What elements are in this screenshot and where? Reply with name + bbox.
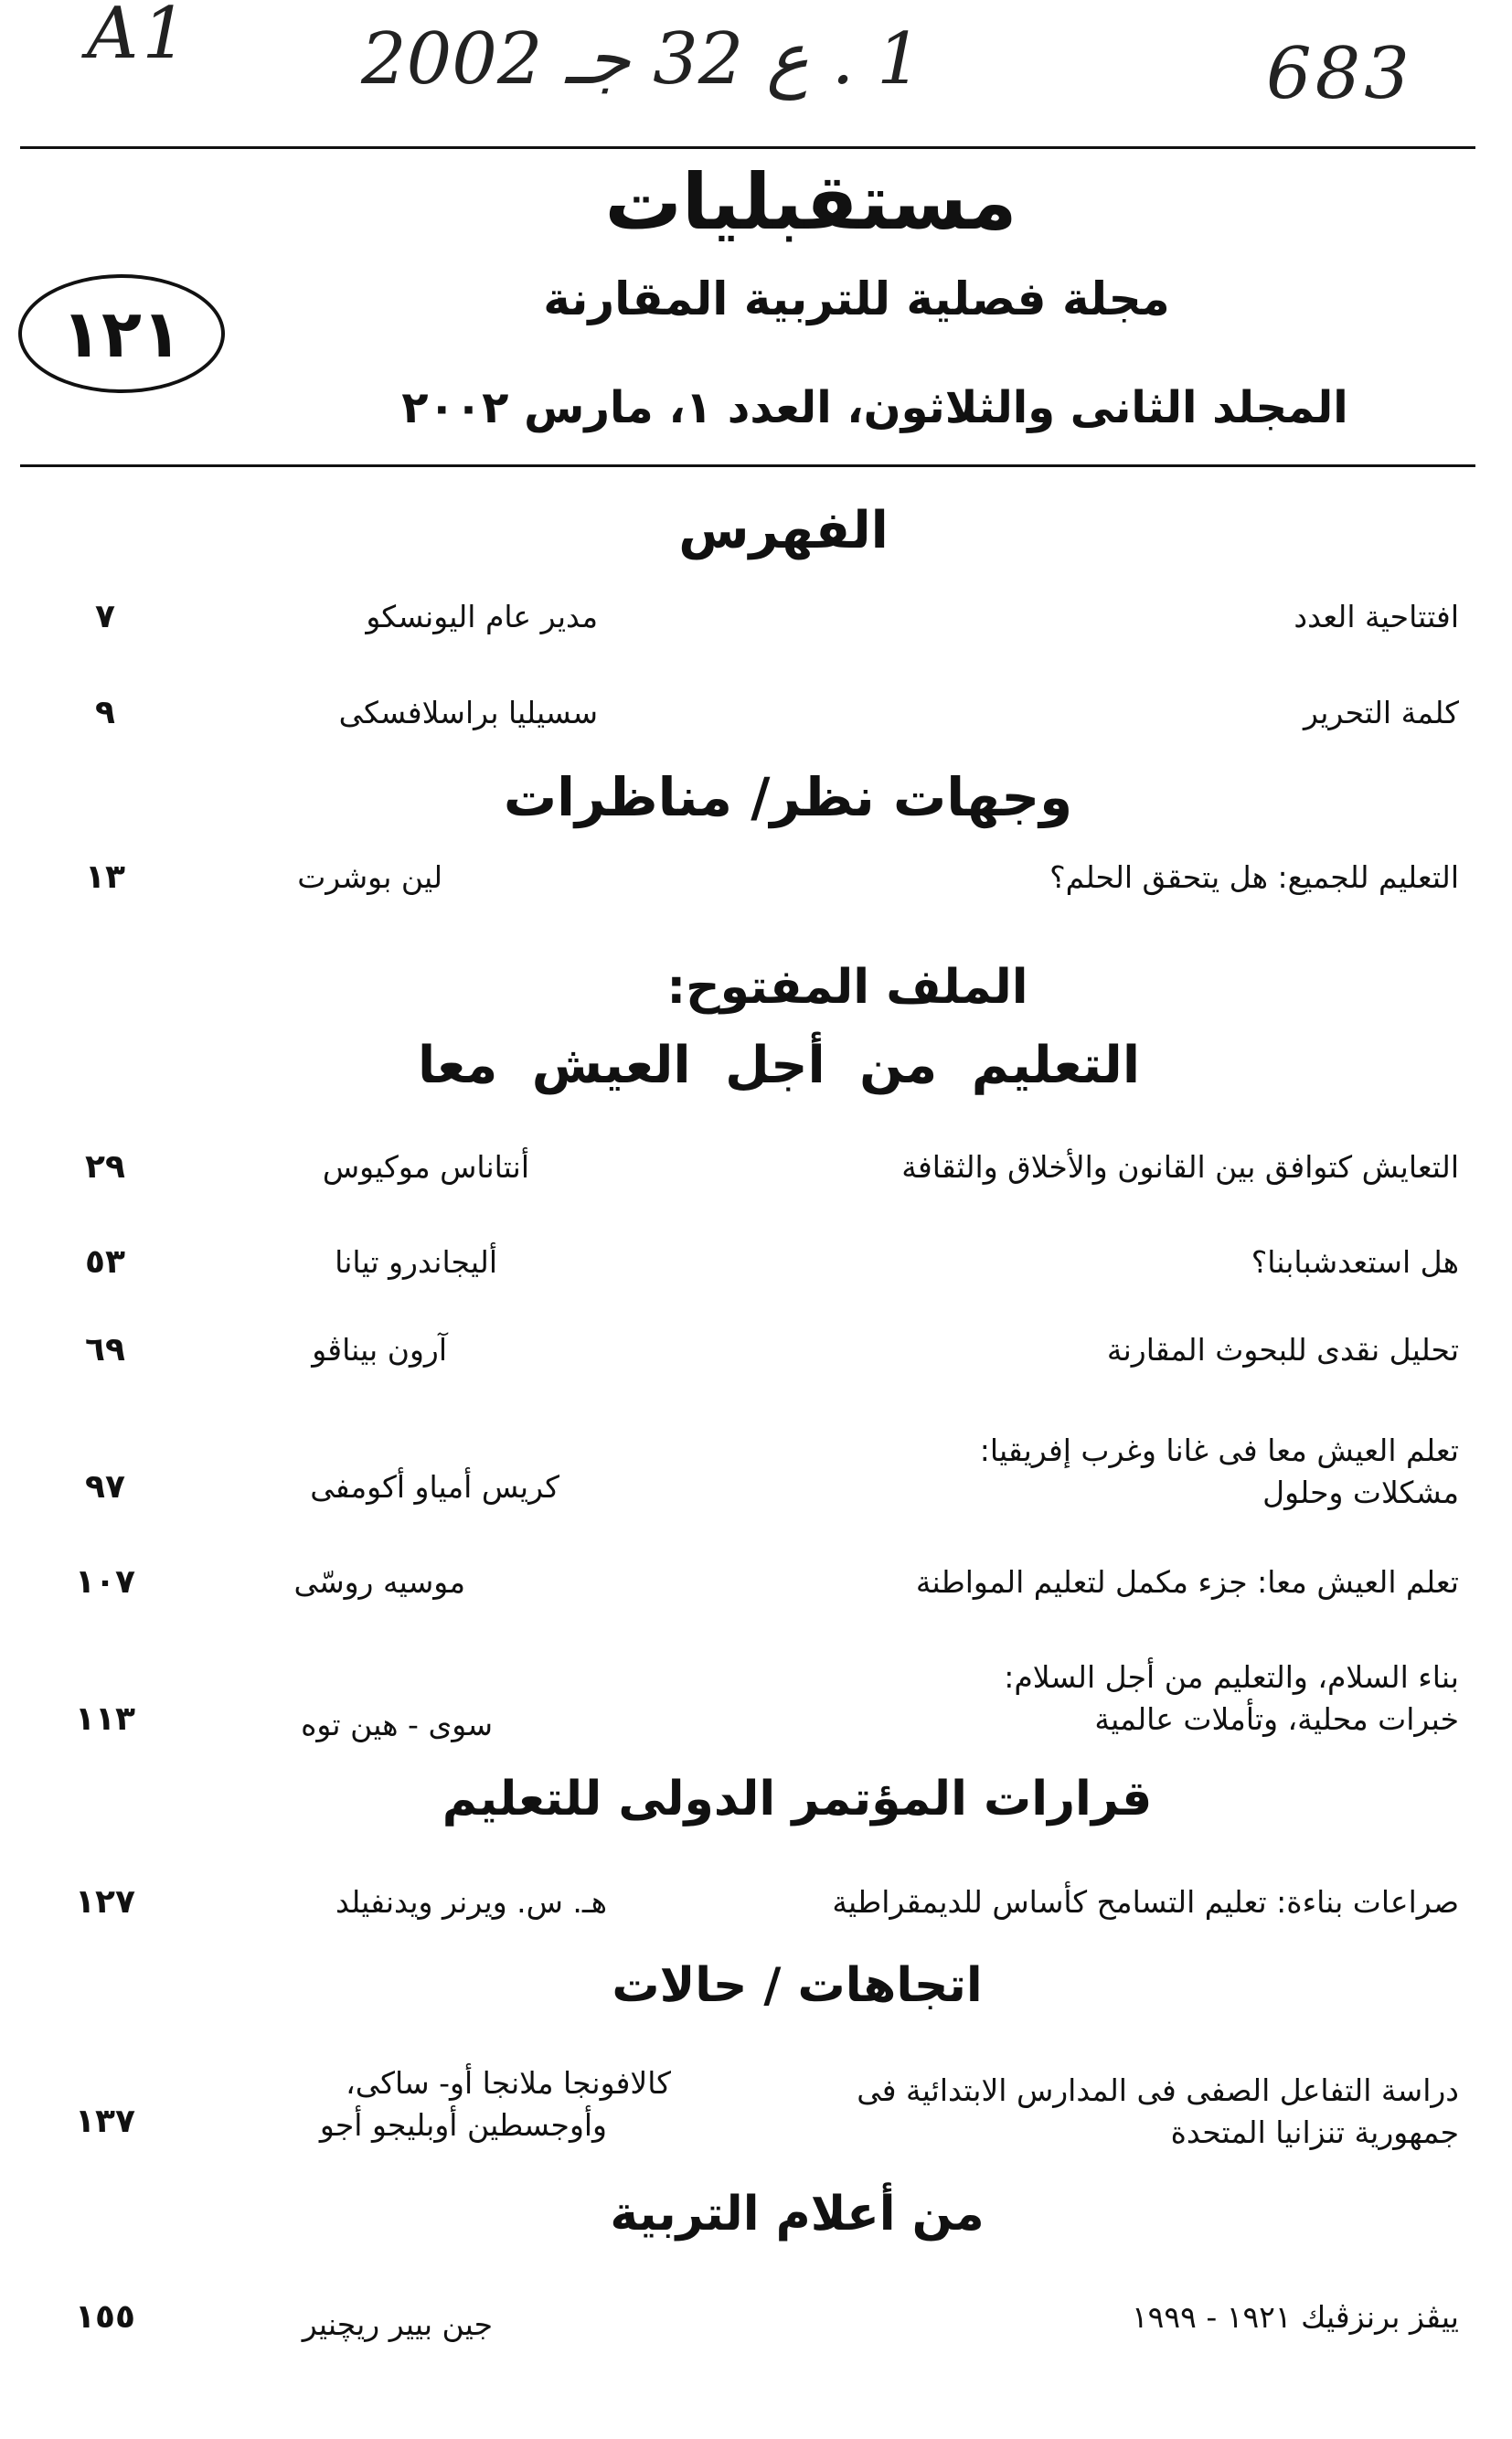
entry-title: ييڤز برنزڤيك ١٩٢١ - ١٩٩٩ xyxy=(1131,2299,1459,2335)
section-heading-trends: اتجاهات / حالات xyxy=(612,1958,983,2013)
entry-title-line-2: مشكلات وحلول xyxy=(1262,1475,1459,1510)
entry-author: جين بيير ريچنير xyxy=(302,2306,493,2342)
section-heading-resolutions: قرارات المؤتمر الدولى للتعليم xyxy=(442,1772,1153,1827)
entry-page: ١٥٥ xyxy=(75,2298,135,2336)
entry-author-line-2: وأوجسطين أوبليجو أجو xyxy=(319,2107,607,2143)
issue-badge: ١٢١ xyxy=(18,274,225,393)
entry-page: ٥٣ xyxy=(85,1243,125,1281)
entry-title-line-1: دراسة التفاعل الصفى فى المدارس الابتدائية فى xyxy=(857,2072,1459,2108)
entry-author: موسيه روسّى xyxy=(293,1564,465,1600)
entry-author: سسيليا براسلافسكى xyxy=(338,695,598,730)
entry-author: آرون بيناڤو xyxy=(312,1332,447,1368)
entry-title: افتتاحية العدد xyxy=(1294,599,1459,634)
toc-heading: الفهرس xyxy=(678,501,889,560)
section-subheading-living-together: التعليم من أجل العيش معا xyxy=(417,1036,1141,1095)
entry-author: سوى - هين توه xyxy=(301,1707,493,1742)
journal-subtitle: مجلة فصلية للتربية المقارنة xyxy=(543,272,1170,325)
entry-title: صراعات بناءة: تعليم التسامح كأساس للديمقراطية xyxy=(832,1884,1459,1920)
entry-page: ١٠٧ xyxy=(75,1563,135,1601)
handwritten-note-number: 683 xyxy=(1266,33,1413,115)
handwritten-note-a1: A1 xyxy=(87,0,191,75)
entry-page: ١٢٧ xyxy=(75,1883,135,1921)
entry-title-line-2: جمهورية تنزانيا المتحدة xyxy=(1170,2114,1459,2150)
top-rule xyxy=(20,146,1475,149)
entry-title-line-2: خبرات محلية، وتأملات عالمية xyxy=(1094,1701,1459,1737)
entry-author: هـ. س. ويرنر ويدنفيلد xyxy=(335,1884,607,1920)
entry-page: ١٣ xyxy=(85,858,125,896)
entry-page: ٩ xyxy=(95,694,115,731)
entry-title: تحليل نقدى للبحوث المقارنة xyxy=(1106,1332,1459,1368)
section-heading-viewpoints: وجهات نظر/ مناظرات xyxy=(503,766,1073,828)
section-heading-open-file: الملف المفتوح: xyxy=(666,960,1028,1015)
entry-author: لين بوشرت xyxy=(297,859,442,895)
journal-title: مستقبليات xyxy=(604,157,1017,247)
entry-author: أليجاندرو تيانا xyxy=(335,1244,497,1280)
entry-page: ٢٩ xyxy=(85,1148,125,1186)
entry-page: ٦٩ xyxy=(85,1331,125,1369)
entry-title: هل استعدشبابنا؟ xyxy=(1251,1244,1459,1280)
entry-author: كريس أمياو أكومفى xyxy=(310,1469,559,1505)
entry-title: التعايش كتوافق بين القانون والأخلاق والثقافة xyxy=(901,1149,1459,1185)
entry-page: ٧ xyxy=(95,598,115,635)
entry-title-line-1: بناء السلام، والتعليم من أجل السلام: xyxy=(1004,1659,1459,1695)
entry-author: أنتاناس موكيوس xyxy=(322,1149,529,1185)
entry-title-line-1: تعلم العيش معا فى غانا وغرب إفريقيا: xyxy=(979,1433,1459,1468)
entry-page: ١١٣ xyxy=(75,1700,135,1738)
handwritten-note-reference: 1 . ع 32 جـ 2002 xyxy=(361,18,922,101)
entry-author: مدير عام اليونسكو xyxy=(366,599,598,634)
entry-page: ٩٧ xyxy=(85,1468,125,1506)
entry-title: تعلم العيش معا: جزء مكمل لتعليم المواطنة xyxy=(915,1564,1459,1600)
section-heading-figures: من أعلام التربية xyxy=(610,2187,985,2242)
entry-title: كلمة التحرير xyxy=(1304,695,1459,730)
entry-title: التعليم للجميع: هل يتحقق الحلم؟ xyxy=(1049,859,1459,895)
masthead-rule xyxy=(20,464,1475,467)
entry-page: ١٣٧ xyxy=(75,2103,135,2140)
volume-line: المجلد الثانى والثلاثون، العدد ١، مارس ٢٠٠٢ xyxy=(401,382,1348,433)
entry-author-line-1: كالافونجا ملانجا أو- ساكى، xyxy=(346,2065,671,2101)
